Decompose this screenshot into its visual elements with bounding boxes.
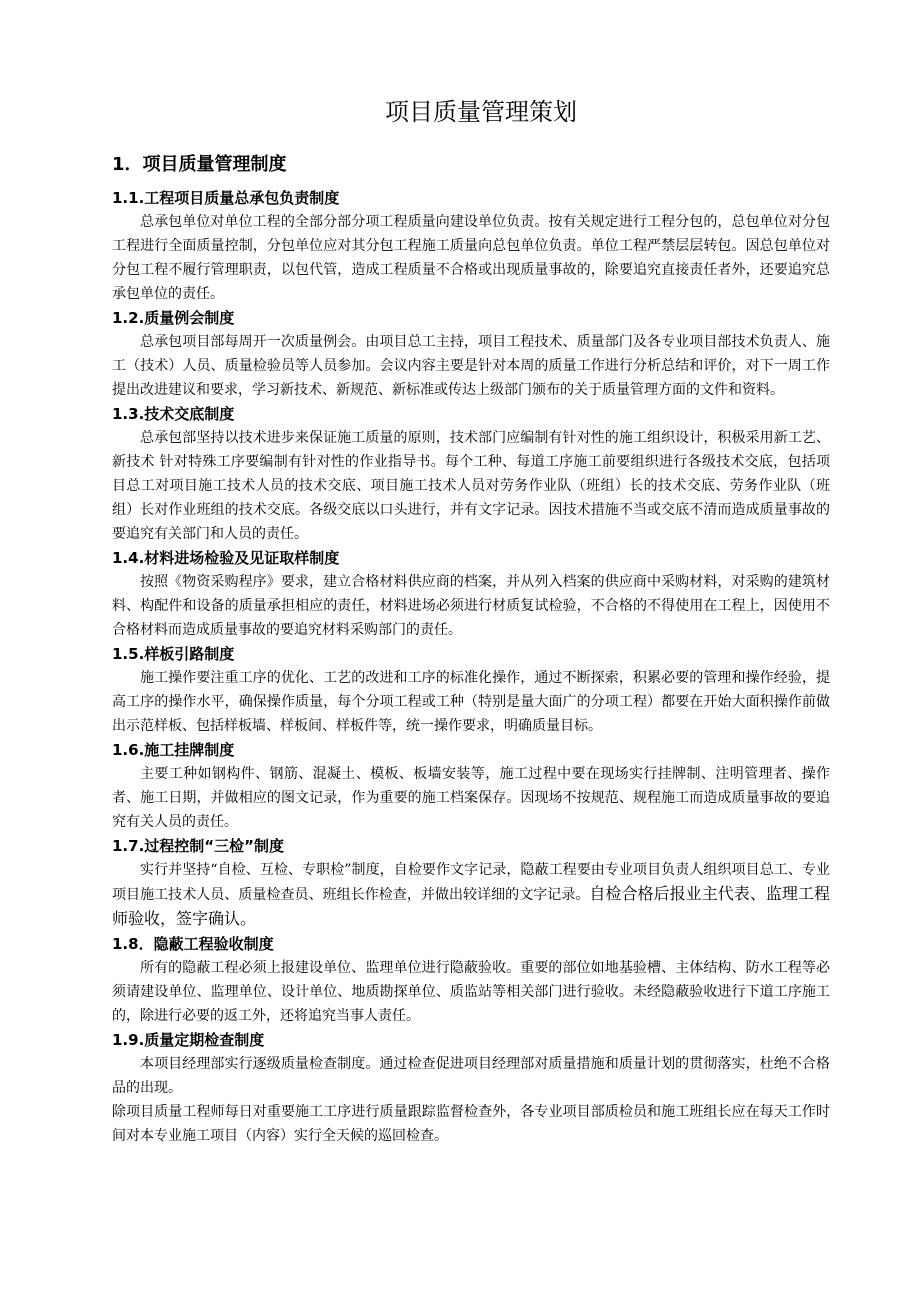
- paragraph-1-3: 总承包部坚持以技术进步来保证施工质量的原则，技术部门应编制有针对性的施工组织设计，积极采用新工艺、新技术 针对特殊工序要编制有针对性的作业指导书。每个工种、每道工序施工前要组织进行各级技术交底，包括项目总工对项目施工技术人员的技术交底、项目施工技术人员对劳务作业队（班组）长的技术交底、劳务作业队（班组）长对作业班组的技术交底。各级交底以口头进行，并有文字记录。因技术措施不当或交底不清而造成质量事故的要追究有关部门和人员的责任。: [112, 430, 830, 542]
- paragraph-1-9-continued: 除项目质量工程师每日对重要施工工序进行质量跟踪监督检查外，各专业项目部质检员和施工班组长应在每天工作时间对本专业施工项目（内容）实行全天候的巡回检查。: [112, 1104, 830, 1144]
- paragraph-1-9: 本项目经理部实行逐级质量检查制度。通过检查促进项目经理部对质量措施和质量计划的贯彻落实，杜绝不合格品的出现。: [112, 1056, 830, 1096]
- paragraph-1-7: [112, 858, 830, 932]
- subsection-heading-1-5: 1.5.样板引路制度: [112, 645, 235, 663]
- paragraph-1-5: 施工操作要注重工序的优化、工艺的改进和工序的标准化操作，通过不断探索，积累必要的管理和操作经验，提高工序的操作水平，确保操作质量，每个分项工程或工种（特别是量大面广的分项工程）都要在开始大面积操作前做出示范样板、包括样板墙、样板间、样板件等，统一操作要求，明确质量目标。: [112, 670, 830, 734]
- paragraph-1-2: 总承包项目部每周开一次质量例会。由项目总工主持，项目工程技术、质量部门及各专业项目部技术负责人、施工（技术）人员、质量检验员等人员参加。会议内容主要是针对本周的质量工作进行分析总结和评价，对下一周工作提出改进建议和要求，学习新技术、新规范、新标准或传达上级部门颁布的关于质量管理方面的文件和资料。: [112, 334, 830, 398]
- document-content: [112, 92, 830, 1148]
- subsection-heading-1-1: 1.1.工程项目质量总承包负责制度: [112, 189, 340, 207]
- subsection-heading-1-9: 1.9.质量定期检查制度: [112, 1031, 265, 1049]
- subsection-heading-1-6: 1.6.施工挂牌制度: [112, 741, 235, 759]
- paragraph-1-4: 按照《物资采购程序》要求，建立合格材料供应商的档案，并从列入档案的供应商中采购材料，对采购的建筑材料、构配件和设备的质量承担相应的责任，材料进场必须进行材质复试检验，不合格的不得使用在工程上，因使用不合格材料而造成质量事故的要追究材料采购部门的责任。: [112, 574, 830, 638]
- subsection-heading-1-7: 1.7.过程控制“三检”制度: [112, 837, 284, 855]
- section-heading: 1．项目质量管理制度: [112, 154, 287, 175]
- subsection-heading-1-2: 1.2.质量例会制度: [112, 309, 235, 327]
- paragraph-1-7-main: 实行并坚持“自检、互检、专职检”制度，自检要作文字记录，隐蔽工程要由专业项目负责人组织项目总工、专业项目施工技术人员、质量检查员、班组长作检查，并做出较详细的文字记录。: [112, 862, 830, 903]
- document-title: 项目质量管理策划: [385, 98, 577, 126]
- subsection-heading-1-8: 1.8．隐蔽工程验收制度: [112, 935, 274, 953]
- subsection-heading-1-4: 1.4.材料进场检验及见证取样制度: [112, 549, 340, 567]
- paragraph-1-8: 所有的隐蔽工程必须上报建设单位、监理单位进行隐蔽验收。重要的部位如地基验槽、主体结构、防水工程等必须请建设单位、监理单位、设计单位、地质勘探单位、质监站等相关部门进行验收。未经隐蔽验收进行下道工序施工的，除进行必要的返工外，还将追究当事人责任。: [112, 960, 830, 1024]
- paragraph-1-7-tail: 自检合格后报业主代表、监理工程师验收，签字确认。: [112, 884, 830, 928]
- paragraph-1-6: 主要工种如钢构件、钢筋、混凝土、模板、板墙安装等，施工过程中要在现场实行挂牌制、注明管理者、操作者、施工日期，并做相应的图文记录，作为重要的施工档案保存。因现场不按规范、规程施工而造成质量事故的要追究有关人员的责任。: [112, 766, 830, 830]
- subsection-heading-1-3: 1.3.技术交底制度: [112, 405, 235, 423]
- paragraph-1-1: 总承包单位对单位工程的全部分部分项工程质量向建设单位负责。按有关规定进行工程分包的，总包单位对分包工程进行全面质量控制，分包单位应对其分包工程施工质量向总包单位负责。单位工程严禁层层转包。因总包单位对分包工程不履行管理职责，以包代管，造成工程质量不合格或出现质量事故的，除要追究直接责任者外，还要追究总承包单位的责任。: [112, 214, 830, 302]
